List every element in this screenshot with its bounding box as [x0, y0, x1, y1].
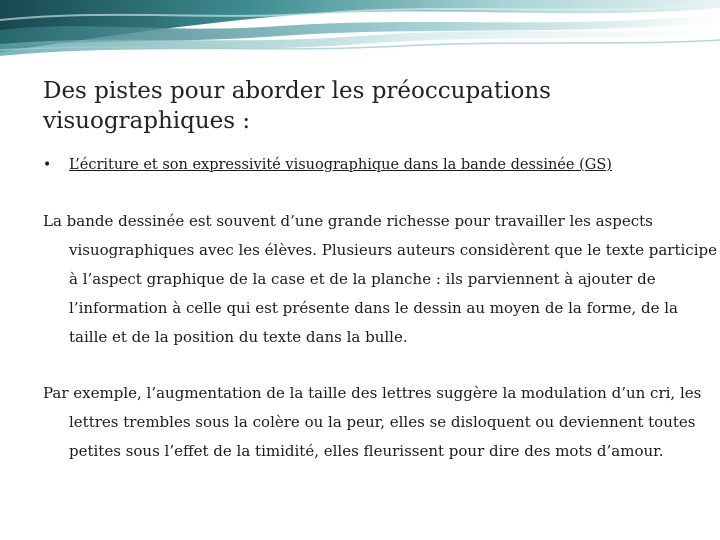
- paragraph-1: La bande dessinée est souvent d’une grande richesse pour travailler les aspects visuographiques avec les élèves. Plusieurs auteurs considèrent que le texte participe à l’aspect graphique de la case et de la planche : ils parviennent à ajouter de l’information à celle qui est présente dans le dessin au moyen de la forme, de la taille et de la position du texte dans la bulle.: [43, 212, 717, 346]
- decorative-wave-banner: [0, 0, 720, 66]
- paragraph-2: Par exemple, l’augmentation de la taille des lettres suggère la modulation d’un cri, les lettres trembles sous la colère ou la peur, elles se disloquent ou deviennent toutes petites sous l’effet de la timidité, elles fleurissent pour dire des mots d’amour.: [43, 384, 702, 460]
- bullet-text: L’écriture et son expressivité visuographique dans la bande dessinée (GS): [69, 157, 612, 173]
- slide-title: Des pistes pour aborder les préoccupations visuographiques :: [43, 78, 551, 134]
- bullet-dot-icon: •: [43, 157, 52, 173]
